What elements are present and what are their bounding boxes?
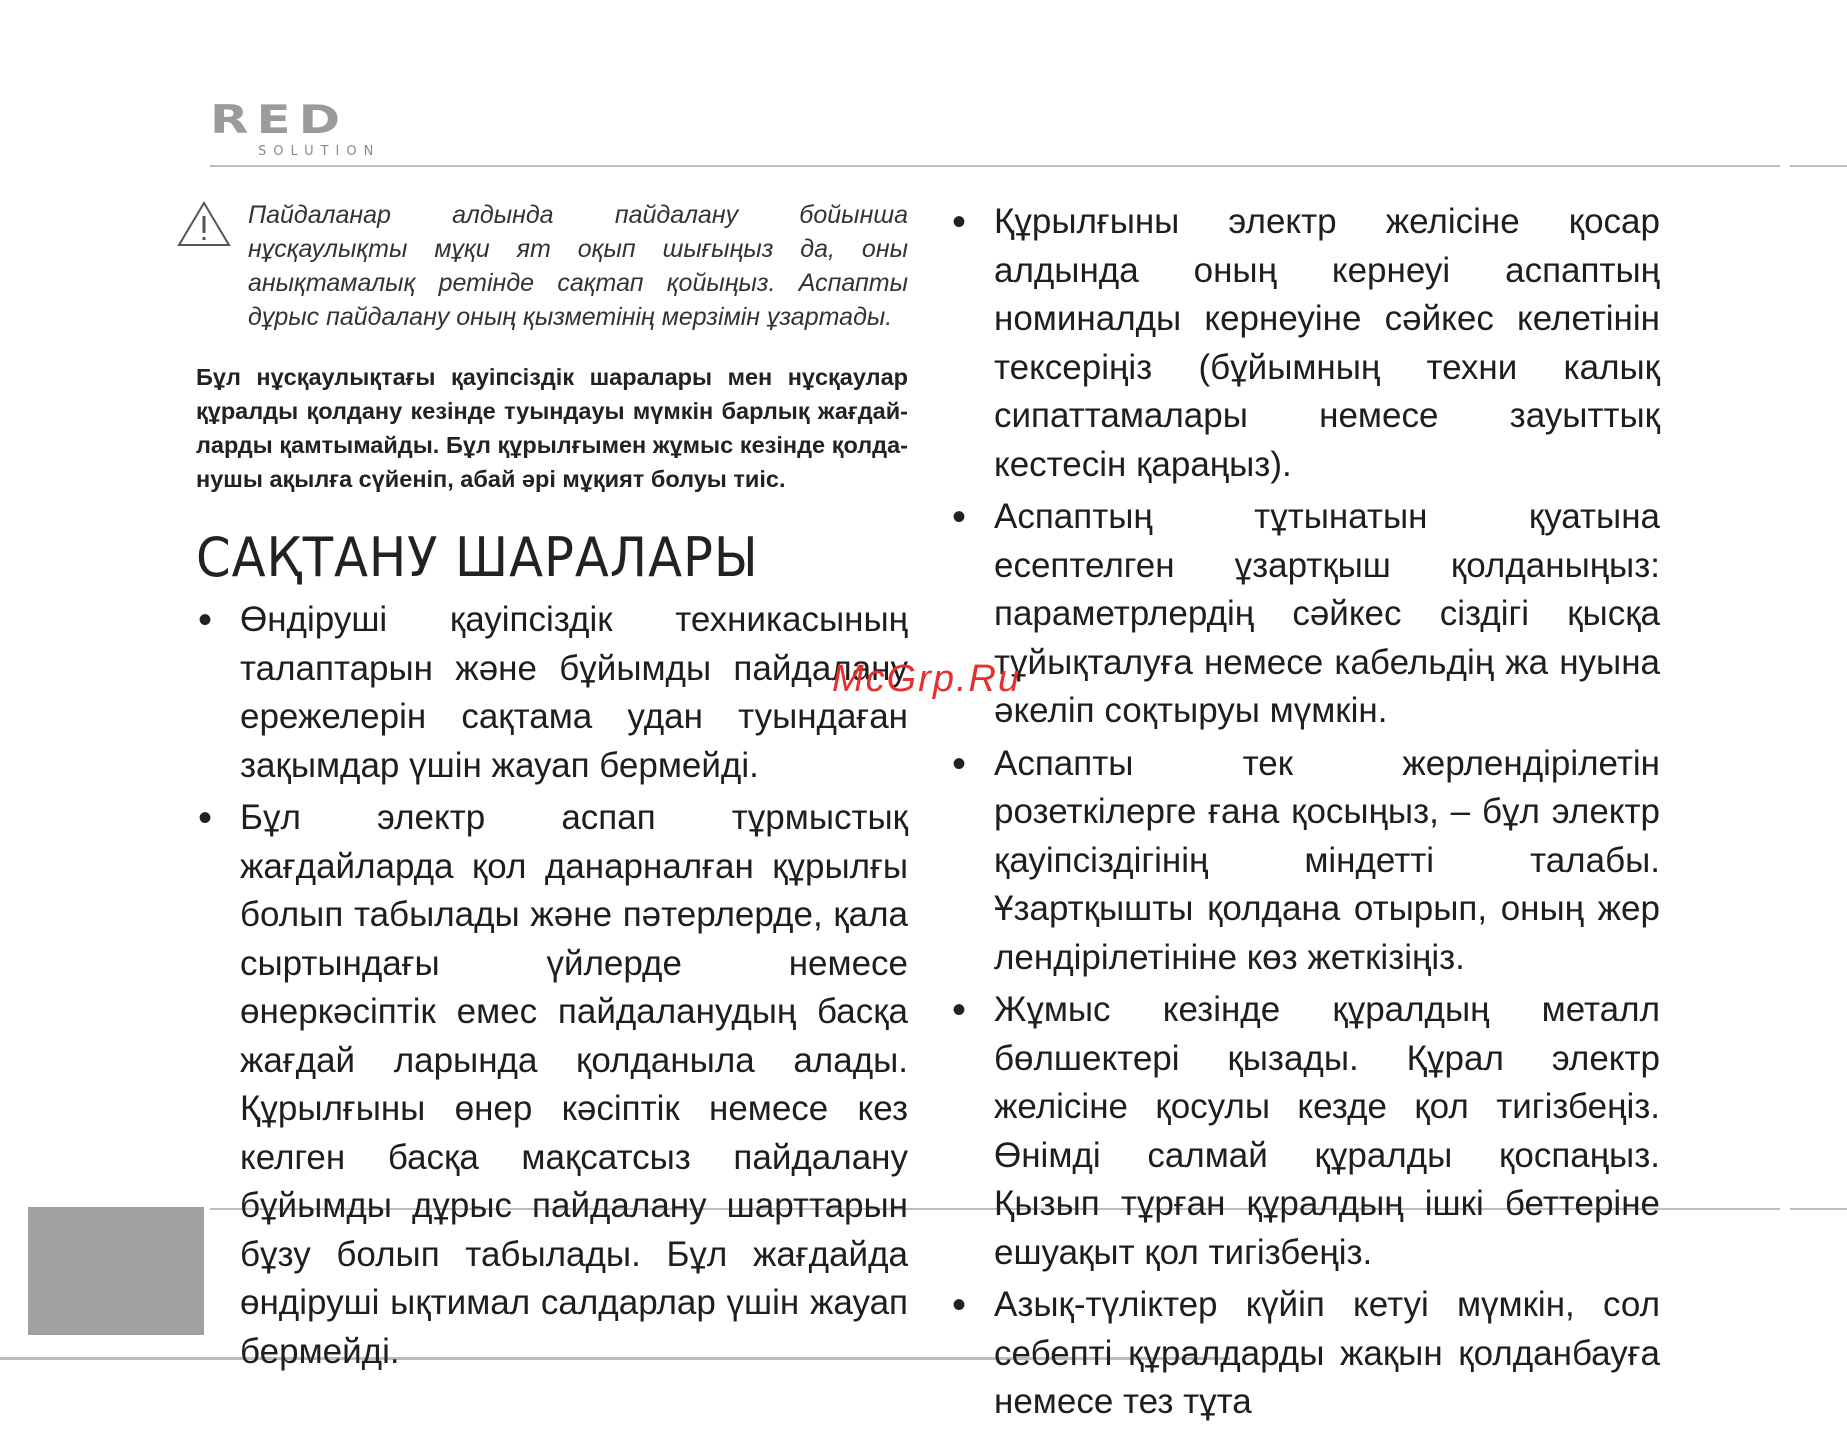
list-item: • Аспаптың тұтынатын қуатына есептелген ұзартқыш қолданыңыз: параметрлердің сәйкес сіздігі қысқа тұйықталуға немесе кабельдің жа нуына әкеліп соқтыруы мүмкін. [950,493,1660,736]
warning-triangle-icon [176,200,232,248]
right-bullet-list [950,198,1660,1427]
header-rule [210,165,1780,167]
list-item: • Құрылғыны электр желісіне қосар алдында оның кернеуі аспаптың номиналды кернеуіне сәйкес келетінін тексеріңіз (бұйымның техни калық сипаттамалары немесе зауыттық кестесін қараңыз). [950,198,1660,489]
section-heading: САҚТАНУ ШАРАЛАРЫ [196,526,759,589]
left-column [196,198,908,1380]
list-item: • Азық-түліктер күйіп кетуі мүмкін, сол себепті құралдарды жақын қолданбауға немесе тез тұта [950,1281,1660,1427]
warning-block [176,198,908,334]
brand-logo [210,96,405,159]
footer-rule-right [1790,1208,1847,1210]
page-tab-block [28,1207,204,1335]
list-item: • Жұмыс кезінде құралдың металл бөлшектері қызады. Құрал электр желісіне қосулы кезде қол тигізбеңіз. Өнімді салмай құралды қоспаңыз. Қызып тұрған құралдың ішкі беттеріне ешуақыт қол тигізбеңіз. [950,986,1660,1277]
logo-sub-text: SOLUTION [258,144,381,159]
list-item: • Өндіруші қауіпсіздік техникасының талаптарын және бұйымды пайдалану ережелерін сақтама удан туындаған зақымдар үшін жауап бермейді. [196,596,908,790]
right-column [950,198,1660,1431]
left-bullet-list [196,596,908,1376]
header-rule-right [1790,165,1847,167]
warning-text: Пайдаланар алдында пайдалану бойынша нұсқаулықты мұқи ят оқып шығыңыз да, оны анықтамалық ретінде сақтап қойыңыз. Аспапты дұрыс пайдалану оның қызметінің мерзімін ұзартады. [248,201,908,331]
intro-paragraph: Бұл нұсқаулықтағы қауіпсіздік шаралары мен нұсқаулар құралды қолдану кезінде туындауы мүмкін барлық жағдай-ларды қамтымайды. Бұл құрылғымен жұмыс кезінде қолда-нушы ақылға сүйеніп, абай әрі мұқият болуы тиіс. [196,364,908,492]
list-item: • Аспапты тек жерлендірілетін розеткілерге ғана қосыңыз, – бұл электр қауіпсіздігінің міндетті талабы. Ұзартқышты қолдана отырып, оның жер лендірілетініне көз жеткізіңіз. [950,740,1660,983]
watermark-text: McGrp.Ru [832,658,1022,700]
logo-brand-text: RED [210,96,349,143]
list-item: • Бұл электр аспап тұрмыстық жағдайларда қол данарналған құрылғы болып табылады және пәтерлерде, қала сыртындағы үйлерде немесе өнеркәсіптік емес пайдаланудың басқа жағдай ларында қолданыла алады. Құрылғыны өнер кәсіптік немесе кез келген басқа мақсатсыз пайдалану бұйымды дұрыс пайдалану шарттарын бұзу болып табылады. Бұл жағдайда өндіруші ықтимал салдарлар үшін жауап бермейді. [196,794,908,1376]
